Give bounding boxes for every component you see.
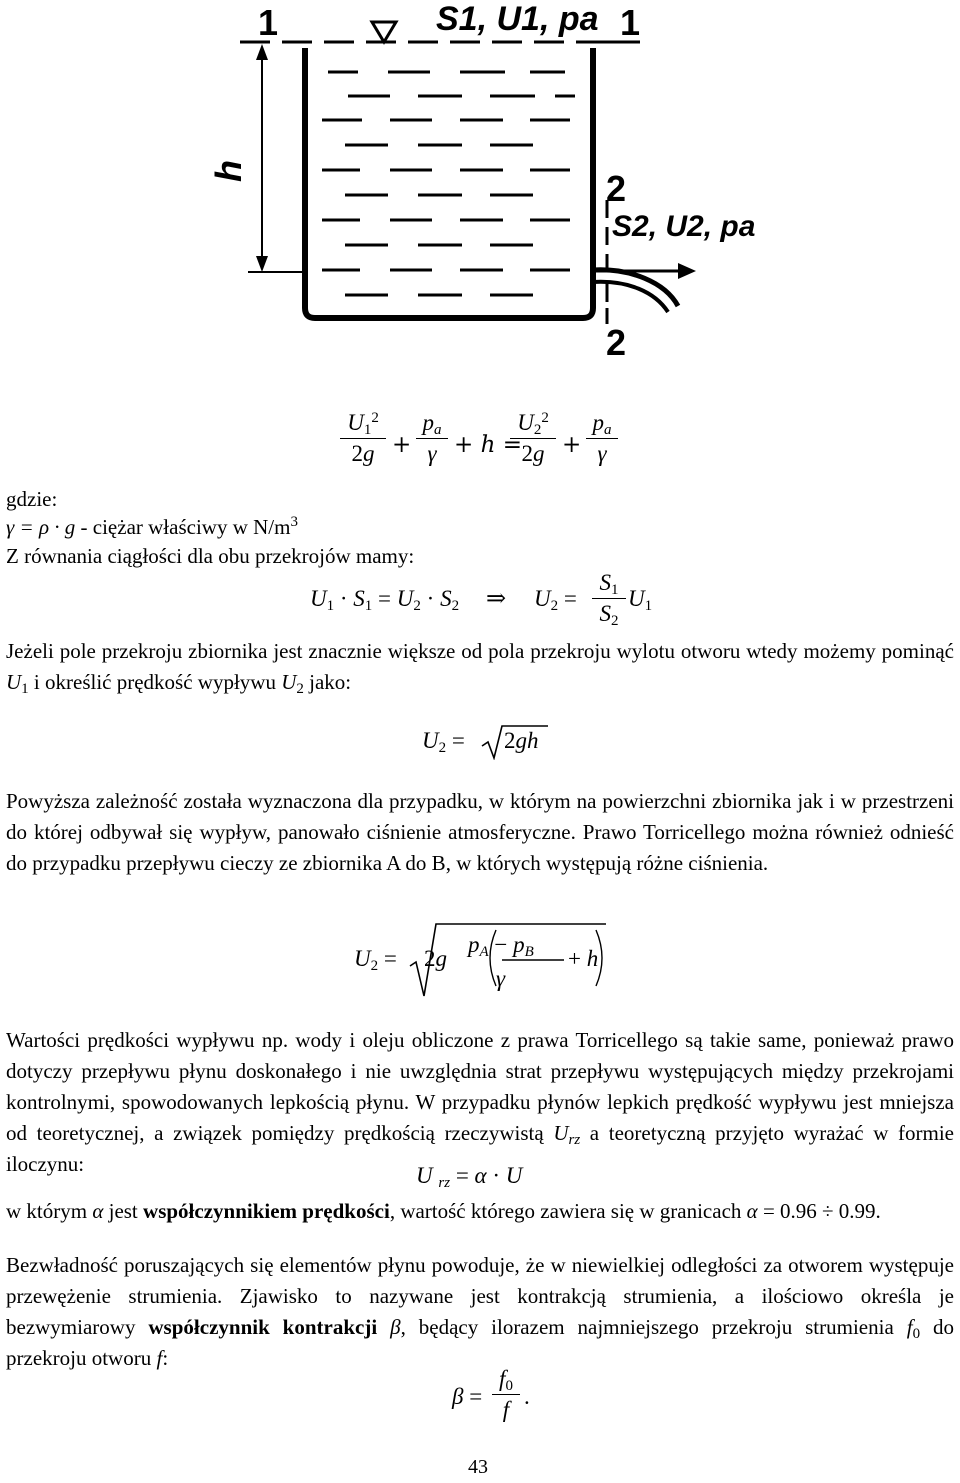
continuity-intro: Z równania ciągłości dla obu przekrojów mamy: [6, 544, 415, 568]
para5-bold: współczynnik kontrakcji [148, 1315, 378, 1339]
para5-beta: β [377, 1315, 401, 1339]
para5-text-3: do przekroju otworu [6, 1315, 954, 1370]
paragraph-alpha [6, 1196, 954, 1227]
para5-text-1: Bezwładność poruszających się elementów płynu powoduje, że w niewielkiej odległości za otworem występuje przewężenie strumienia. Zjawisko to nazywane jest kontrakcją strumienia, a ilościowo określa je bezwymiarowy [6, 1253, 954, 1339]
continuity-equation: $U_1 \cdot S_1 = U_2 \cdot S_2$ ⇒ $U_2$ = $S_1$ $S_2$ $U_1$ [310, 570, 653, 629]
para1-u2: U [281, 670, 297, 694]
para3-text-2: a teoretyczną przyjęto wyrażać w formie iloczynu: [6, 1121, 954, 1176]
para5-f0-sub: 0 [912, 1326, 921, 1342]
label-outlet: S2, U2, pa [612, 210, 756, 243]
para4-alpha2: α [746, 1199, 758, 1223]
para5-f: f [156, 1346, 163, 1370]
para4-text-3: , wartość którego zawiera się w granicach [389, 1199, 747, 1223]
water-hatching [322, 72, 575, 295]
label-1-left: 1 [258, 2, 279, 43]
para4-text-1: w którym [6, 1199, 93, 1223]
gdzie-label: gdzie: [6, 487, 58, 511]
torricelli-equation: $U_2$ = 2gh [422, 724, 552, 764]
page-number: 43 [468, 1456, 488, 1478]
para5-text-2: , będący ilorazem najmniejszego przekroju strumienia [400, 1315, 907, 1339]
label-surface-text: S1, U1, pa [436, 0, 599, 38]
paragraph-contraction [6, 1250, 954, 1374]
water-surface-marker-icon [372, 22, 396, 42]
para1-u2-sub: 2 [296, 681, 304, 697]
gamma-description: - ciężar właściwy w N/m [80, 515, 291, 539]
para4-text-2: jest [103, 1199, 144, 1223]
paragraph-atmospheric: Powyższa zależność została wyznaczona dla przypadku, w którym na powierzchni zbiornika jak i w przestrzeni do której odbywał się wypływ, panowało ciśnienie atmosferyczne. Prawo Torricellego można również odnieść do przypadku przepływu cieczy ze zbiornika A do B, w których występują różne ciśnienia. [6, 789, 954, 875]
para3-text-1: Wartości prędkości wypływu np. wody i oleju obliczone z prawa Torricellego są takie same, ponieważ prawo dotyczy przepływu płynu doskonałego i nie uwzględnia strat przepływu występujących między przekrojami kontrolnymi, spowodowanych lepkością płynu. W przypadku płynów lepkich prędkość wypływu jest mniejsza od teoretycznej, a związek pomiędzy prędkością rzeczywistą [6, 1028, 954, 1145]
gamma-formula: γ = ρ · g [6, 515, 76, 539]
contraction-equation: β = $f_0$ f . [452, 1366, 530, 1422]
para4-alpha: α [92, 1199, 104, 1223]
tank-outline [305, 48, 593, 318]
para5-text-4: : [162, 1346, 169, 1370]
velocity-coefficient-equation: U $_{rz}$ = α · U [416, 1163, 523, 1191]
para1-u1-sub: 1 [21, 681, 29, 697]
para1-text-3: jako: [303, 670, 352, 694]
para1-text-2: i określić prędkość wypływu [28, 670, 282, 694]
implies-icon: ⇒ [486, 584, 507, 612]
para3-u: U [553, 1121, 569, 1145]
label-2-bottom: 2 [606, 322, 627, 363]
label-1-right: 1 [620, 2, 641, 43]
para3-u-sub: rz [568, 1132, 581, 1148]
para5-f0: f [906, 1315, 913, 1339]
label-2-top: 2 [606, 168, 627, 209]
para4-bold: współczynnikiem prędkości [143, 1199, 390, 1223]
paragraph-neglect-u1 [6, 636, 954, 698]
tank-diagram [0, 0, 960, 370]
bernoulli-equation: $U_1^2$ 2g + $p_a$ γ + h = $U_2^2$ 2g + $p_a$ γ [340, 410, 640, 490]
label-surface [436, 0, 599, 39]
label-h: h [208, 160, 249, 182]
gamma-unit-exponent: 3 [290, 514, 298, 530]
para4-range: = 0.96 ÷ 0.99. [757, 1199, 881, 1223]
para1-u1: U [6, 670, 22, 694]
para1-text-1: Jeżeli pole przekroju zbiornika jest znacznie większe od pola przekroju wylotu otworu wtedy możemy pominąć [6, 639, 954, 663]
gamma-definition [6, 512, 298, 543]
paragraph-viscous [6, 1025, 954, 1180]
pressure-difference-equation: $U_2$ = 2g $p_A - p_B$ γ + h [354, 920, 614, 1000]
